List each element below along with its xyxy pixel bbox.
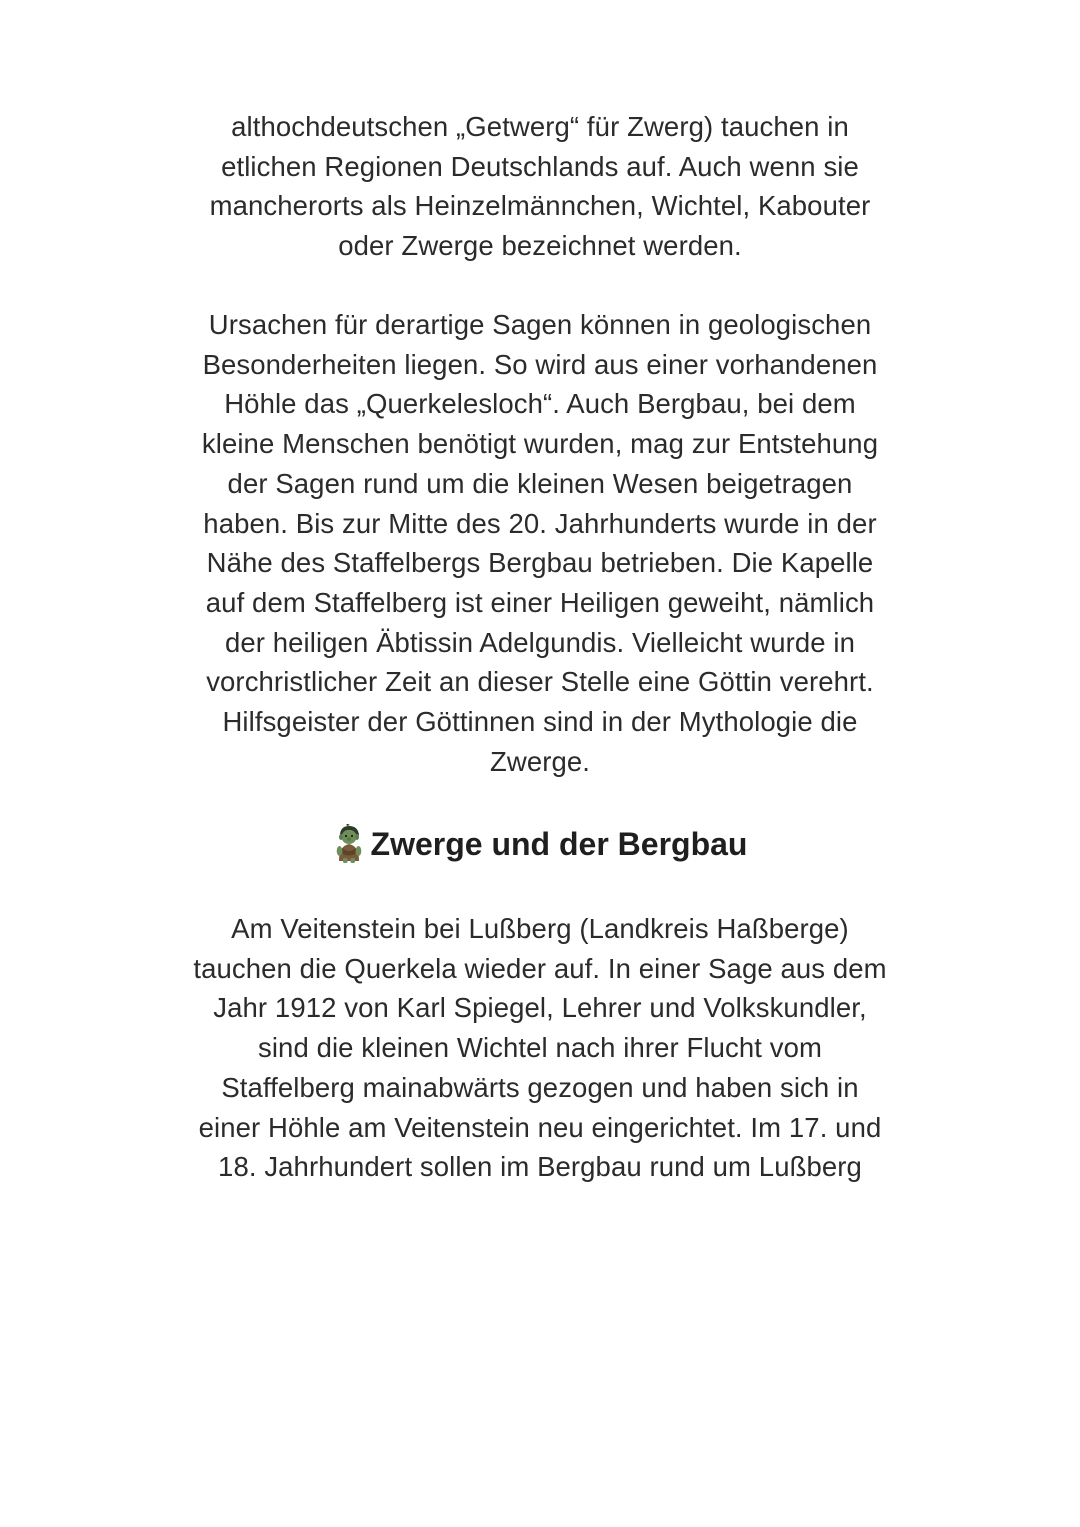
paragraph-intro-continued (170, 107, 910, 266)
text-line: sind die kleinen Wichtel nach ihrer Flucht vom (257, 1032, 822, 1064)
text-line: etlichen Regionen Deutschlands auf. Auch wenn sie (221, 150, 859, 182)
text-line: der Sagen rund um die kleinen Wesen beigetragen (227, 467, 853, 499)
text-line: Höhle das „Querkelesloch“. Auch Bergbau, bei dem (224, 388, 856, 420)
text-line: Ursachen für derartige Sagen können in geologischen (208, 309, 872, 340)
text-line: einer Höhle am Veitenstein neu eingerichtet. Im 17. und (198, 1111, 882, 1143)
text-line: mancherorts als Heinzelmännchen, Wichtel, Kabouter (209, 190, 871, 222)
text-line: auf dem Staffelberg ist einer Heiligen geweiht, nämlich (205, 586, 875, 618)
text-line: Am Veitenstein bei Lußberg (Landkreis Haßberge) (231, 913, 849, 944)
text-line: Hilfsgeister der Göttinnen sind in der Mythologie die (222, 706, 858, 738)
text-line: tauchen die Querkela wieder auf. In einer Sage aus dem (193, 952, 887, 984)
text-line: 18. Jahrhundert sollen im Bergbau rund um Lußberg (218, 1151, 862, 1183)
text-line: althochdeutschen „Getwerg“ für Zwerg) tauchen in (231, 111, 849, 142)
text-line: der heiligen Äbtissin Adelgundis. Vielleicht wurde in (224, 626, 856, 658)
text-line: Nähe des Staffelbergs Bergbau betrieben. Die Kapelle (206, 547, 874, 579)
paragraph-veitenstein (170, 909, 910, 1187)
text-line: haben. Bis zur Mitte des 20. Jahrhunderts wurde in der (203, 507, 877, 539)
text-line: Jahr 1912 von Karl Spiegel, Lehrer und Volkskundler, (213, 992, 867, 1024)
paragraph-causes (170, 305, 910, 781)
troll-emoji-icon (333, 824, 365, 864)
section-heading-text: Zwerge und der Bergbau (370, 826, 748, 862)
text-line: vorchristlicher Zeit an dieser Stelle eine Göttin verehrt. (206, 666, 874, 698)
text-line: kleine Menschen benötigt wurden, mag zur Entstehung (201, 428, 879, 460)
text-line: oder Zwerge bezeichnet werden. (338, 230, 742, 262)
section-heading (170, 822, 910, 866)
text-line: Besonderheiten liegen. So wird aus einer vorhandenen (202, 348, 878, 380)
text-line: Zwerge. (489, 745, 591, 777)
text-line: Staffelberg mainabwärts gezogen und haben sich in (221, 1071, 859, 1103)
